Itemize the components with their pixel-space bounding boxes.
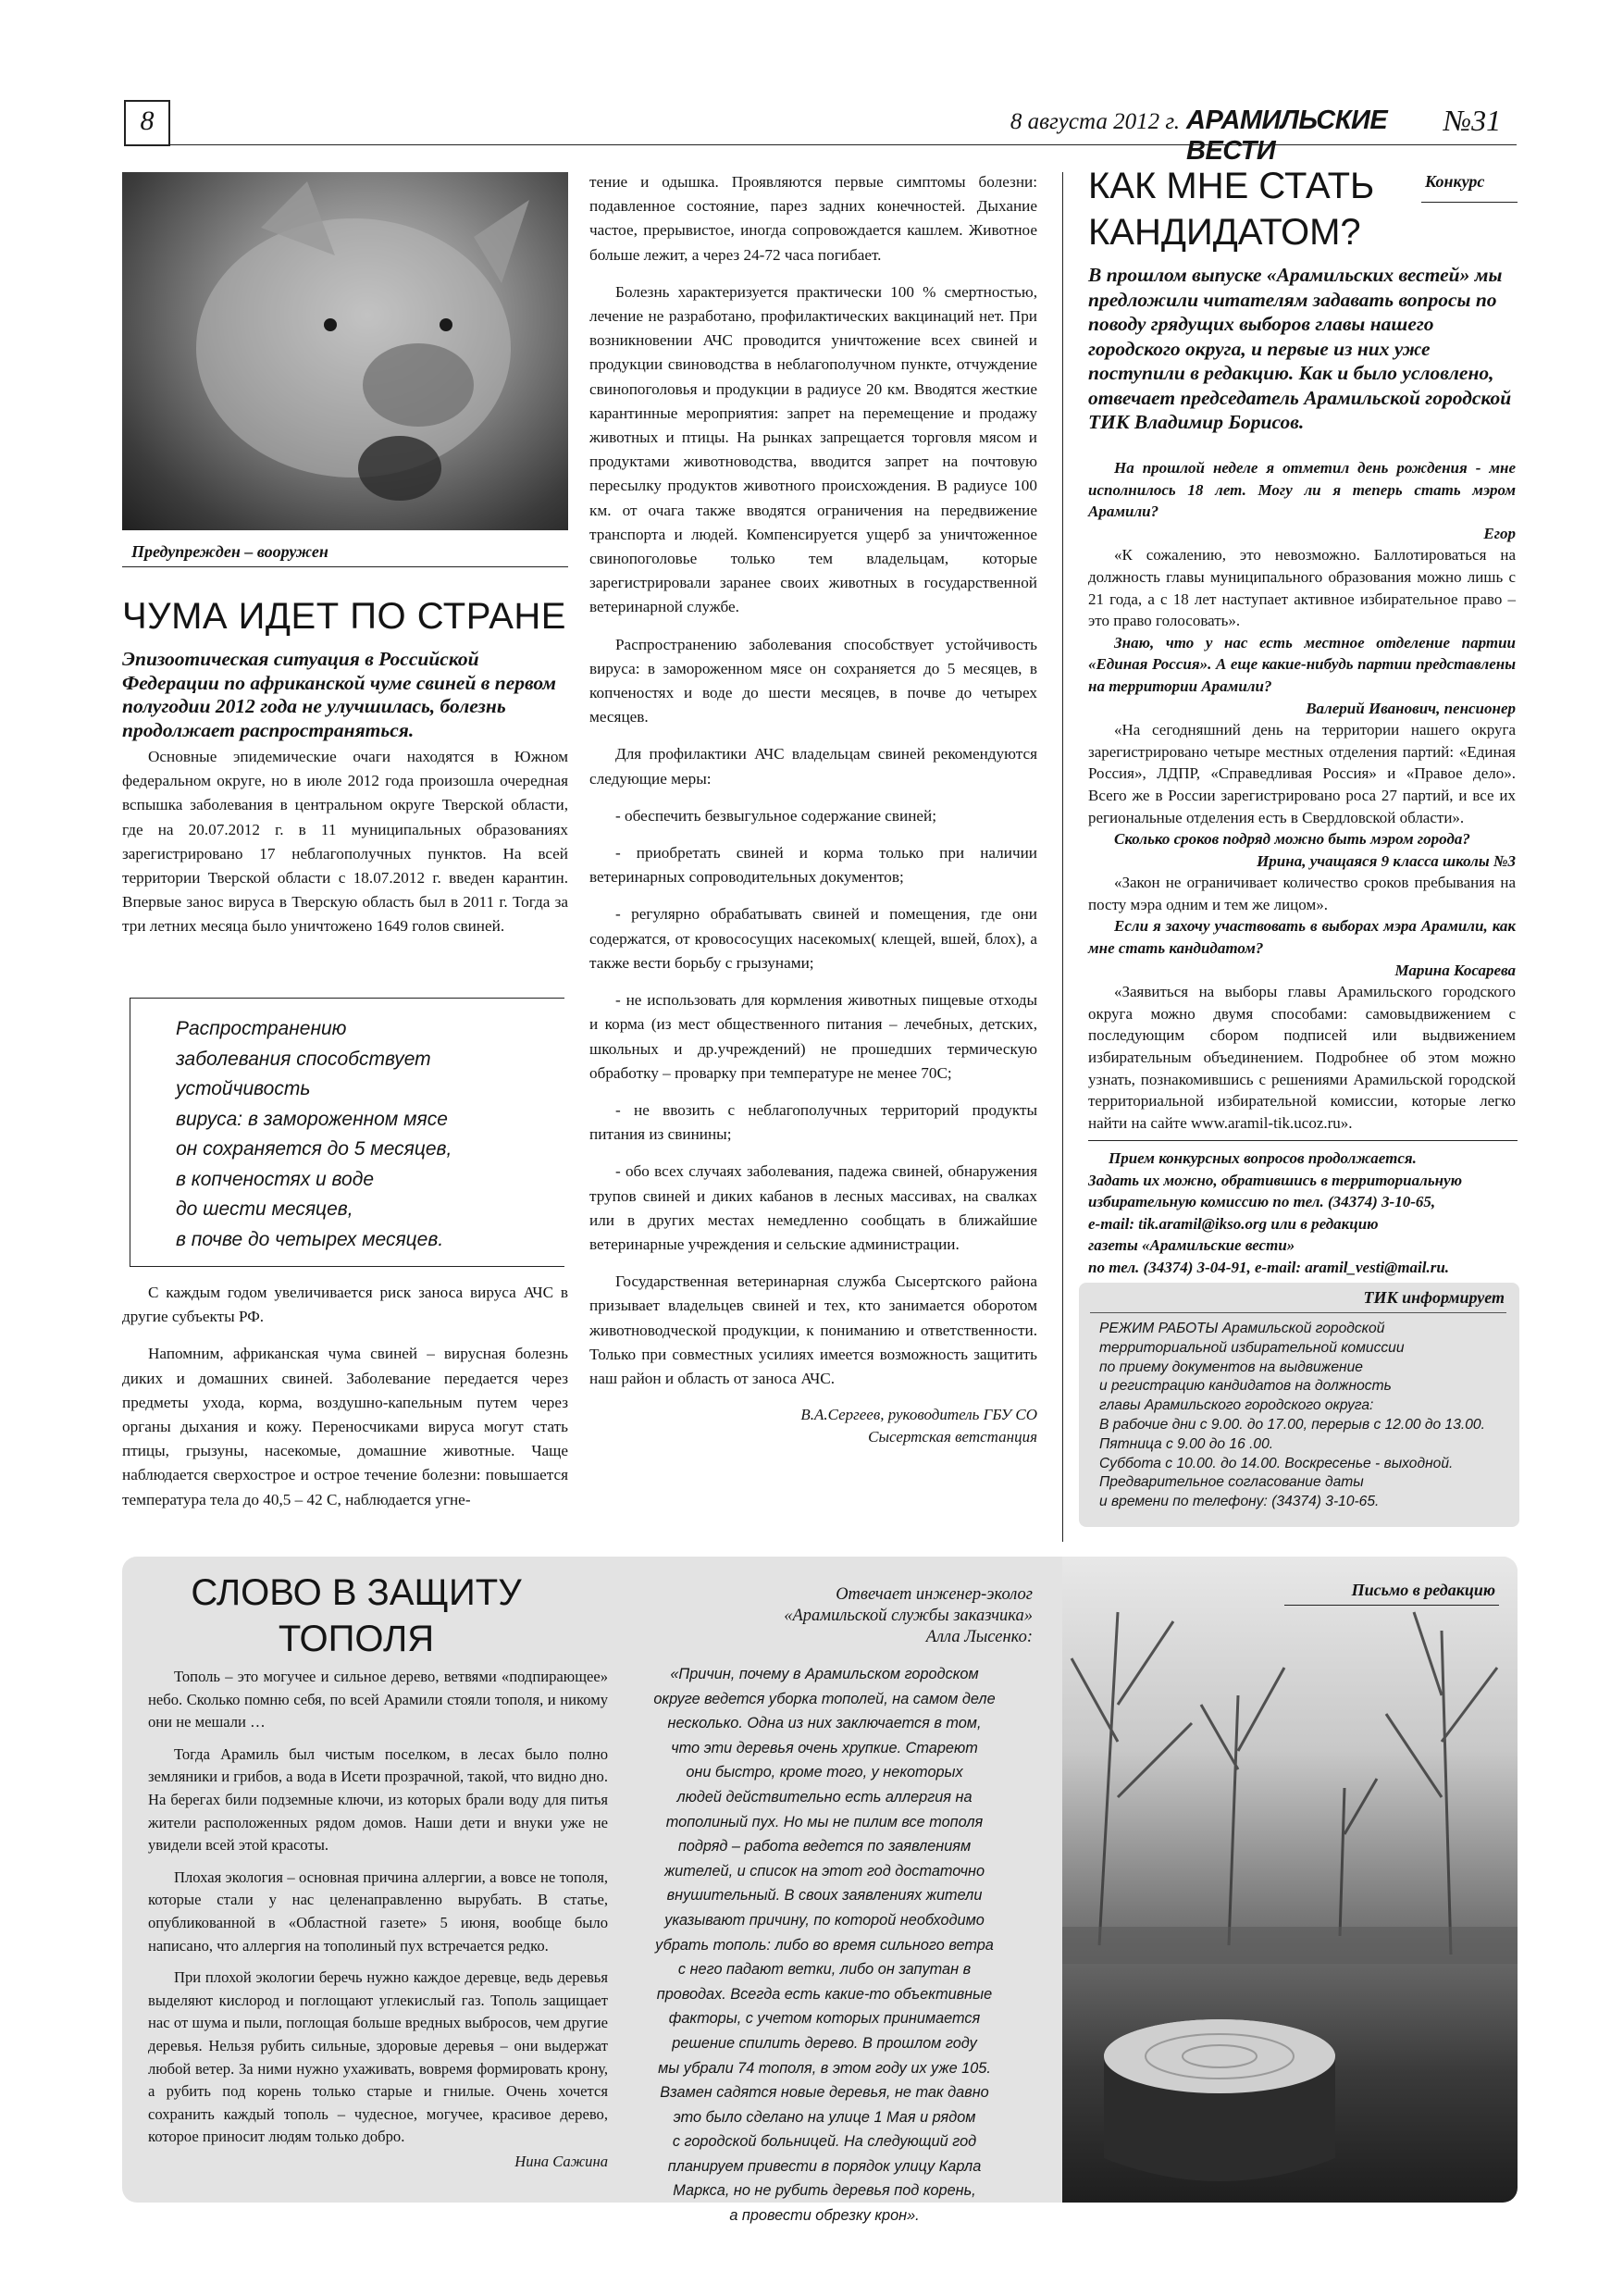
response-line: людей действительно есть аллергия на [676, 1788, 973, 1806]
response-line: планируем привести в порядок улицу Карла [667, 2157, 982, 2175]
qa-question: Знаю, что у нас есть местное отделение партии «Единая Россия». А еще какие-нибудь партии представлены на территории Арамили? [1088, 633, 1516, 695]
pull-quote-rule-bottom [130, 1266, 564, 1267]
qa-question: Сколько сроков подряд можно быть мэром города? [1114, 830, 1470, 849]
qa-item [1088, 915, 1516, 1134]
poplar-paragraph: Тогда Арамиль был чистым поселком, в лесах было полно земляники и грибов, а вода в Исети прозрачной, такой, что видно дно. На берегах били подземные ключи, из которых брали воду для питья жители расположенных рядом домов. Наши дети и внуки уже не увидели всей этой красоты. [148, 1744, 608, 1855]
plague-column-1b [122, 1281, 568, 1525]
stump-illustration [1062, 1557, 1518, 2203]
contact-block [1088, 1148, 1523, 1278]
contact-line: по тел. (34374) 3-04-91, e-mail: aramil_vesti@mail.ru. [1088, 1258, 1450, 1276]
tik-info-line: территориальной избирательной комиссии [1099, 1339, 1405, 1356]
poplar-letter [148, 1666, 608, 2173]
response-line: указывают причину, по которой необходимо [664, 1911, 985, 1929]
poplar-response [622, 1584, 1033, 1648]
tik-info-line: Пятница с 9.00 до 16 .00. [1099, 1435, 1274, 1452]
plague-column-1a [122, 745, 568, 952]
tik-info-line: по приему документов на выдвижение [1099, 1359, 1363, 1375]
poplar-headline [148, 1570, 564, 1662]
paper-name: АРАМИЛЬСКИЕ ВЕСТИ [1186, 105, 1388, 166]
qa-item [1088, 828, 1516, 915]
response-line: а провести обрезку крон». [729, 2207, 920, 2225]
plague-paragraph: Напомним, африканская чума свиней – вирусная болезнь диких и домашних свиней. Заболевание передается через предметы ухода, корма, воздушно-капельным путем через органы дыхания и кожу. Переносчиками вируса могут стать птицы, грызуны, насекомые, домашние животные. Чаще наблюдается сверхострое и острое течение болезни: повышается температура тела до 40,5 – 42 С, наблюдается угне- [122, 1345, 568, 1508]
response-line: факторы, с учетом которых принимается [668, 2010, 981, 2028]
plague-list-item: - регулярно обрабатывать свиней и помещения, где они содержатся, от кровососущих насекомых( клещей, вшей, блох), а также вести борьбу с грызунами; [589, 905, 1037, 972]
pull-quote-rule-top [130, 998, 564, 999]
plague-list-item: - обо всех случаях заболевания, падежа свиней, обнаружения трупов свиней и диких кабанов в лесных массивах, на свалках или в других местах немедленно сообщать в ближайшие ветеринарные учреждения и сельские администрации. [589, 1162, 1037, 1253]
contact-line: газеты «Арамильские вести» [1088, 1236, 1295, 1254]
response-line: тополиный пух. Но мы не пилим все тополя [665, 1813, 984, 1831]
response-line: решение спилить дерево. В прошлом году [672, 2034, 977, 2052]
response-line: с городской больницей. На следующий год [672, 2133, 977, 2151]
tik-info-rule [1090, 1312, 1506, 1313]
qa-author: Валерий Иванович, пенсионер [1306, 699, 1516, 717]
issue-date: 8 августа 2012 г. [1010, 109, 1180, 134]
pull-quote-line: в копченостях и воде [176, 1168, 375, 1190]
poplar-headline-line: ТОПОЛЯ [278, 1619, 435, 1659]
tik-info-line: РЕЖИМ РАБОТЫ Арамильской городской [1099, 1321, 1385, 1336]
qa-item [1088, 457, 1516, 632]
qa-question: На прошлой неделе я отметил день рождения - мне исполнилось 18 лет. Могу ли я теперь стать мэром Арамили? [1088, 459, 1516, 521]
tik-info-title: ТИК информирует [1363, 1288, 1505, 1307]
rubric-rule [1421, 202, 1518, 203]
contact-line: e-mail: tik.aramil@ikso.org или в редакцию [1088, 1214, 1379, 1233]
candidate-headline-line: КАК МНЕ СТАТЬ [1088, 166, 1375, 206]
response-line: мы убрали 74 тополя, в этом году их уже 105. [658, 2059, 991, 2077]
contact-line: Задать их можно, обратившись в территориальную [1088, 1171, 1462, 1189]
contest-rubric: Конкурс [1425, 172, 1485, 191]
plague-lead: Эпизоотическая ситуация в Российской Федерации по африканской чуме свиней в первом полугодии 2012 года не улучшилась, болезнь продолжает распространяться. [122, 648, 556, 741]
pig-illustration [122, 172, 568, 530]
photo-caption: Предупрежден – вооружен [131, 542, 328, 561]
response-line: жителей, и список на этот год достаточно [663, 1862, 985, 1880]
pull-quote [176, 1014, 564, 1255]
pull-quote-line: Распространению [176, 1018, 347, 1039]
responder-line: Отвечает инженер-эколог [836, 1585, 1033, 1604]
qa-item [1088, 632, 1516, 828]
response-line: убрать тополь: либо во время сильного ветра [655, 1936, 994, 1954]
letter-rubric: Письмо в редакцию [1351, 1581, 1495, 1599]
plague-paragraph: Болезнь характеризуется практически 100 % смертностью, лечение не разработано, профилактических вакцинаций нет. При возникновении АЧС проводится уничтожение всех свиней и продукции свиноводства в неблагополучном пункте, отчуждение свинопоголовья и продукции в радиусе 20 км. Вводятся жесткие карантинные мероприятия: запрет на перемещение и продажу животных и птицы. На рынках запрещается торговля мясом и продуктами животноводства, вводится запрет на почтовую пересылку продуктов животного происхождения. В радиусе 100 км. от очага также вводятся ограничения на передвижение транспорта и людей. Компенсируется ущерб за уничтоженное свинопоголовье только тем владельцам, которые зарегистрировали заранее своих животных в государственной ветеринарной службе. [589, 282, 1037, 616]
pull-quote-line: устойчивость [176, 1078, 311, 1099]
page-number-box [124, 100, 170, 146]
pull-quote-line: заболевания способствует [176, 1048, 431, 1070]
plague-headline: ЧУМА ИДЕТ ПО СТРАНЕ [122, 596, 566, 637]
issue-number: №31 [1443, 104, 1502, 137]
qa-author: Ирина, учащаяся 9 класса школы №3 [1257, 851, 1516, 870]
plague-list-item: - не использовать для кормления животных пищевые отходы и корма (из мест общественного питания – лечебных, детских, школьных и др.учреждений) не прошедших термическую обработку – проварку при температуре не менее 70С; [589, 991, 1037, 1082]
response-line: с него падают ветки, либо он запутан в [677, 1961, 972, 1979]
tik-info-line: В рабочие дни с 9.00. до 17.00, перерыв с 12.00 до 13.00. [1099, 1416, 1485, 1433]
plague-paragraph: Распространению заболевания способствует устойчивость вируса: в замороженном мясе он сохраняется до 5 месяцев, в копченостях и воде до шести месяцев, в почве до четырех месяцев. [589, 635, 1037, 726]
candidate-lead: В прошлом выпуске «Арамильских вестей» мы предложили читателям задавать вопросы по поводу грядущих выборов главы нашего городского округа, и первые из них уже поступили в редакцию. Как и было условлено, отвечает председатель Арамильской городской ТИК Владимир Борисов. [1088, 264, 1512, 433]
poplar-paragraph: Плохая экология – основная причина аллергии, а вовсе не тополя, которые стали у нас целенаправленно вырубать. В статье, опубликованной в «Областной газете» 5 июня, вообще было написано, что аллергия на тополиный пух встречается редко. [148, 1868, 608, 1955]
tik-info-line: Предварительное согласование даты [1099, 1474, 1364, 1491]
tik-info-line: и регистрацию кандидатов на должность [1099, 1378, 1392, 1395]
plague-paragraph: Основные эпидемические очаги находятся в Южном федеральном округе, но в июле 2012 года произошла очередная вспышка заболевания в центральном округе Тверской области, где на 20.07.2012 г. в 11 муниципальных образованиях зарегистрировано 17 неблагополучных пунктов. На всей территории Тверской области с 18.07.2012 г. введен карантин. Впервые занос вируса в Тверскую область был в 2011 г. Тогда за три летних месяца было уничтожено 1649 голов свиней. [122, 748, 568, 936]
plague-list-item: - не ввозить с неблагополучных территорий продукты питания из свинины; [589, 1100, 1037, 1144]
plague-paragraph: тение и одышка. Проявляются первые симптомы болезни: подавленное состояние, парез задних конечностей. Дыхание частое, прерывистое, иногда сопровождается кашлем. Животное больше лежит, а через 24-72 часа погибает. [589, 173, 1037, 264]
qa-author: Марина Косарева [1394, 961, 1516, 979]
response-line: что эти деревья очень хрупкие. Стареют [671, 1739, 978, 1756]
response-line: подряд – работа ведется по заявлениям [677, 1838, 972, 1855]
plague-signature-line2: Сысертская ветстанция [868, 1428, 1037, 1446]
response-line: «Причин, почему в Арамильском городском [670, 1666, 979, 1682]
plague-paragraph: С каждым годом увеличивается риск заноса вируса АЧС в другие субъекты РФ. [122, 1284, 568, 1326]
poplar-headline-line: СЛОВО В ЗАЩИТУ [191, 1572, 522, 1613]
contact-line: избирательную комиссию по тел. (34374) 3-10-65, [1088, 1193, 1436, 1210]
plague-list-item: - обеспечить безвыгульное содержание свиней; [615, 806, 937, 825]
qa-answer: «Закон не ограничивает количество сроков пребывания на посту мэра одним и тем же лицом». [1088, 874, 1516, 913]
response-line: внушительный. В своих заявлениях жители [666, 1887, 983, 1905]
contact-rule [1088, 1140, 1518, 1141]
caption-rule [122, 566, 568, 567]
response-line: Маркса, но не рубить деревья под корень, [673, 2182, 976, 2200]
response-line: Взамен садятся новые деревья, не так давно [660, 2084, 989, 2102]
poplar-letter-author: Нина Сажина [514, 2152, 608, 2170]
candidate-headline-line: КАНДИДАТОМ? [1088, 212, 1361, 253]
tik-info-text [1099, 1320, 1516, 1512]
pull-quote-line: вируса: в замороженном мясе [176, 1108, 448, 1130]
qa-author: Егор [1483, 524, 1516, 542]
responder-line: «Арамильской службы заказчика» [784, 1607, 1033, 1625]
poplar-response-text [611, 1662, 1038, 2228]
qa-answer: «На сегодняшний день на территории нашего округа зарегистрировано четыре местных отделения партий: «Единая Россия», ЛДПР, «Справедливая Россия» и «Правое дело». Всего же в России зарегистрировано роса 27 партий, и все их региональные отделения есть в Свердловской области». [1088, 721, 1516, 826]
response-line: округе ведется уборка тополей, на самом деле [653, 1690, 996, 1707]
contact-line: Прием конкурсных вопросов продолжается. [1109, 1149, 1417, 1167]
candidate-headline [1088, 163, 1440, 255]
tik-info-line: и времени по телефону: (34374) 3-10-65. [1099, 1494, 1380, 1510]
tik-info-box [1079, 1283, 1519, 1527]
poplar-paragraph: При плохой экологии беречь нужно каждое деревце, ведь деревья выделяют кислород и поглощают углекислый газ. Тополь защищает нас от шума и пыли, поглощая больше вредных выбросов, чем другие деревья. Нельзя рубить сильные, здоровые деревья – они выдержат любой ветер. За ними нужно ухаживать, вовремя формировать крону, а рубить под корень только старые и гнилые. Очень хочется сохранить каждый тополь – чудесное, могучее, красивое дерево, которое приносит людям только добро. [148, 1968, 608, 2146]
tik-info-line: главы Арамильского городского округа: [1099, 1397, 1374, 1414]
pull-quote-line: в почве до четырех месяцев. [176, 1228, 444, 1250]
candidate-qa [1088, 457, 1516, 1134]
qa-answer: «К сожалению, это невозможно. Баллотироваться на должность главы муниципального образования можно лишь с 21 года, а с 18 лет наступает активное избирательное право – это право голосовать». [1088, 546, 1516, 630]
plague-paragraph: Государственная ветеринарная служба Сысертского района призывает владельцев свиней и тех, кто занимается оборотом животноводческой продукции, к пониманию и ответственности. Только при совместных усилиях имеется возможность защитить наш район и область от заноса АЧС. [589, 1272, 1037, 1387]
tik-info-line: Суббота с 10.00. до 14.00. Воскресенье - выходной. [1099, 1455, 1454, 1471]
plague-column-2 [589, 170, 1037, 1448]
plague-signature-line1: В.А.Сергеев, руководитель ГБУ СО [800, 1406, 1037, 1424]
pig-photo [122, 172, 568, 530]
page-number: 8 [140, 105, 155, 136]
responder-line: Алла Лысенко: [925, 1628, 1033, 1646]
response-line: несколько. Одна из них заключается в том, [667, 1715, 982, 1732]
response-line: проводах. Всегда есть какие-то объективные [656, 1985, 993, 2003]
qa-answer: «Заявиться на выборы главы Арамильского городского округа можно двумя способами: самовыдвижением с последующим сбором подписей или выдвижением избирательным объединением. Подробнее об этом можно узнать, познакомившись с решениями Арамильской городской территориальной избирательной комиссии, которые легко найти на сайте www.aramil-tik.ucoz.ru». [1088, 983, 1516, 1132]
stump-photo [1062, 1557, 1518, 2203]
pull-quote-line: он сохраняется до 5 месяцев, [176, 1138, 452, 1160]
column-divider [1062, 172, 1063, 1542]
poplar-paragraph: Тополь – это могучее и сильное дерево, ветвями «подпирающее» небо. Сколько помню себя, по всей Арамили стояли тополя, и никому они не мешали … [148, 1668, 608, 1731]
letter-rubric-rule [1284, 1605, 1499, 1606]
response-line: они быстро, кроме того, у некоторых [686, 1764, 963, 1781]
qa-question: Если я захочу участвовать в выборах мэра Арамили, как мне стать кандидатом? [1088, 917, 1516, 958]
response-line: это было сделано на улице 1 Мая и рядом [673, 2108, 976, 2126]
plague-paragraph: Для профилактики АЧС владельцам свиней рекомендуются следующие меры: [589, 745, 1037, 788]
pull-quote-line: до шести месяцев, [176, 1198, 353, 1220]
plague-list-item: - приобретать свиней и корма только при наличии ветеринарных сопроводительных документов; [589, 844, 1037, 887]
